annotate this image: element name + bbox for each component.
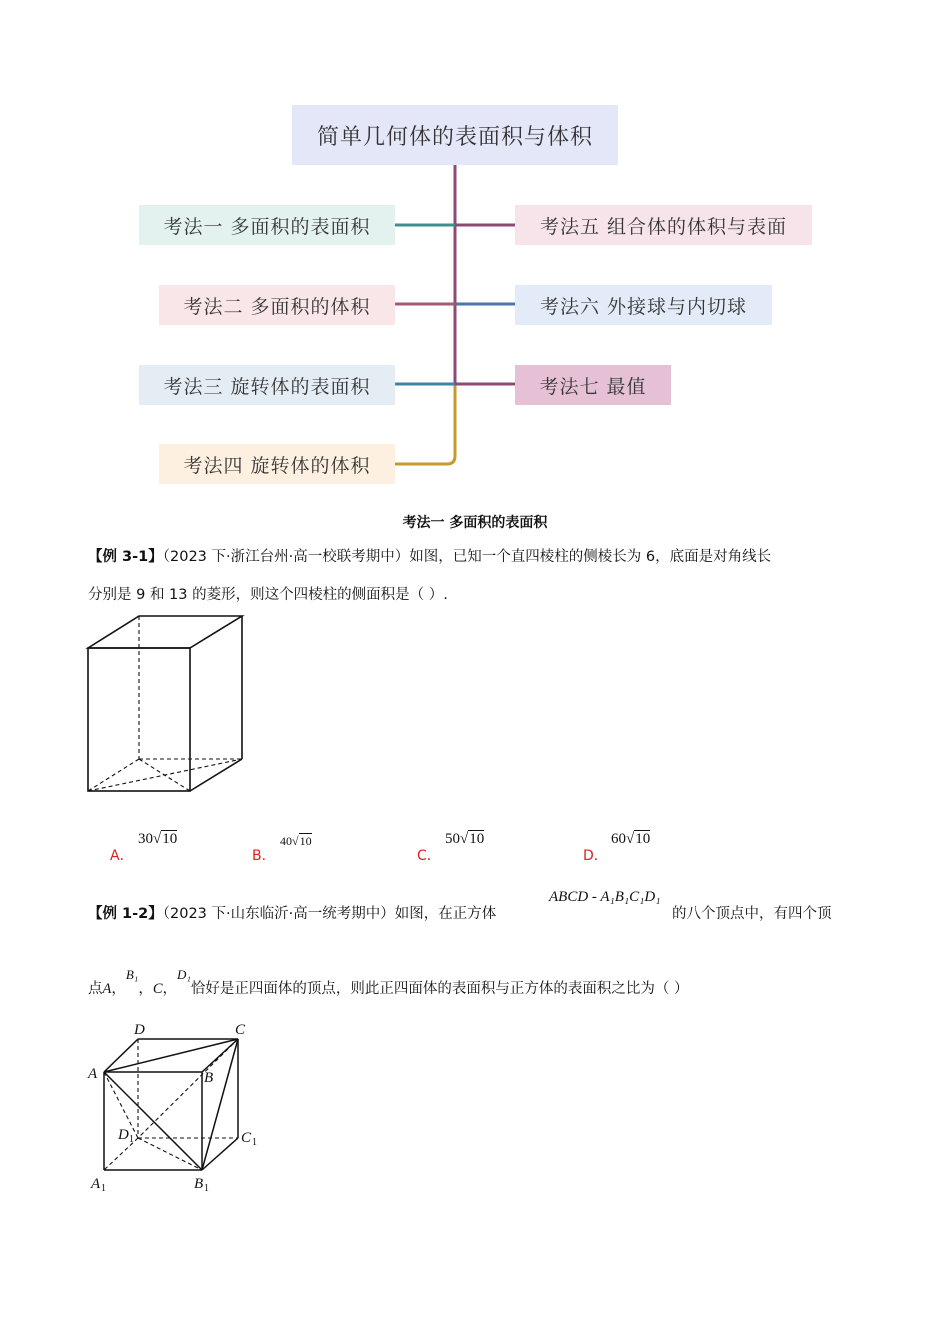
label-A1: A [91, 1176, 101, 1192]
option-b-value[interactable]: 40√10 [280, 834, 312, 848]
sub-B1: 1 [204, 1183, 209, 1194]
cube-hidden-CD1 [138, 1039, 238, 1138]
mindmap-node-method1: 考法一 多面积的表面积 [139, 205, 395, 245]
label-A: A [88, 1066, 98, 1082]
example2-source: （2023 下·山东临沂·高一统考期中） [162, 906, 395, 922]
vertex-c: C [152, 981, 163, 997]
prism-hidden-diagonal-2 [139, 759, 190, 791]
option-c-letter[interactable]: C． [417, 848, 441, 864]
cube-diag-CB1 [202, 1039, 238, 1170]
cube-figure [85, 1018, 270, 1198]
label-B1: B [194, 1176, 204, 1192]
mindmap-node-method7: 考法七 最值 [515, 365, 671, 405]
example2-rest: 恰好是正四面体的顶点，则此正四面体的表面积与正方体的表面积之比为（ ） [190, 981, 689, 997]
mindmap-node-method5: 考法五 组合体的体积与表面 [515, 205, 812, 245]
sub-C1: 1 [252, 1137, 257, 1148]
cube-edge-B1C1 [202, 1138, 238, 1170]
prism-bottom-right-edge [190, 759, 242, 791]
section-heading: 考法一 多面积的表面积 [402, 515, 548, 531]
label-C1: C [241, 1130, 252, 1146]
example2-text-a: 如图，在正方体 [394, 906, 497, 922]
example2-text-b: 的八个顶点中，有四个顶 [672, 906, 832, 922]
label-C: C [235, 1022, 246, 1038]
sub-D1: 1 [129, 1134, 134, 1145]
mindmap-node-method2: 考法二 多面积的体积 [159, 285, 395, 325]
option-a-value[interactable]: 30√10 [138, 831, 178, 847]
prism-front-face [88, 648, 190, 791]
option-d-value[interactable]: 60√10 [611, 831, 651, 847]
example1-text1: 如图，已知一个直四棱柱的侧棱长为 6，底面是对角线长 [409, 549, 772, 565]
vertex-a: A [102, 981, 112, 997]
vertex-b1: B₁ [125, 967, 139, 982]
prism-hidden-left-edge [88, 759, 139, 791]
sub-A1: 1 [101, 1183, 106, 1194]
cube-diag-AB1 [104, 1072, 202, 1170]
option-c-value[interactable]: 50√10 [445, 831, 485, 847]
example2-prefix: 点 [88, 981, 103, 997]
option-d-letter[interactable]: D． [583, 848, 608, 864]
mindmap-node-method6: 考法六 外接球与内切球 [515, 285, 772, 325]
example1-tag: 【例 3-1】 [88, 549, 163, 565]
label-D: D [134, 1022, 145, 1038]
cube-name-formula: ABCD - A₁B₁C₁D₁ [549, 889, 661, 905]
prism-top-face [88, 616, 242, 648]
example2-line1-left [88, 903, 496, 925]
prism-figure [82, 612, 252, 797]
example1-line1 [88, 546, 771, 568]
example1-source: （2023 下·浙江台州·高一校联考期中） [162, 549, 410, 565]
mindmap-node-method3: 考法三 旋转体的表面积 [139, 365, 395, 405]
example2-tag: 【例 1-2】 [88, 906, 163, 922]
example2-line2: 点A，B₁，C，D₁恰好是正四面体的顶点，则此正四面体的表面积与正方体的表面积之比为（ ） [88, 967, 689, 997]
option-b-letter[interactable]: B． [252, 848, 276, 864]
mindmap-connectors [0, 0, 950, 500]
label-D1: D [118, 1127, 129, 1143]
label-B: B [204, 1070, 214, 1086]
mindmap-node-method4: 考法四 旋转体的体积 [159, 444, 395, 484]
vertex-d1: D₁ [177, 967, 191, 982]
cube-hidden-D1B1 [138, 1138, 202, 1170]
trunk-lower-line [395, 385, 455, 464]
option-a-letter[interactable]: A． [110, 848, 134, 864]
example1-line2: 分别是 9 和 13 的菱形，则这个四棱柱的侧面积是（ ）. [88, 587, 448, 603]
mindmap-title: 简单几何体的表面积与体积 [292, 105, 618, 165]
cube-diag-AC [104, 1039, 238, 1072]
